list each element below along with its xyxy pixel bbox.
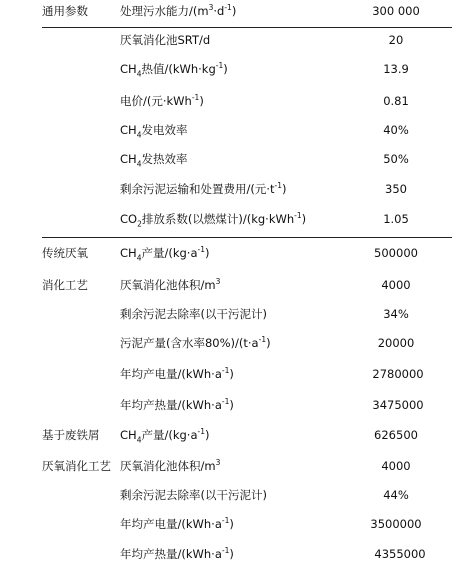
label-superscript: -1 [191,93,200,103]
label-text: 剩余污泥去除率(以干污泥计) [120,307,267,321]
parameter-label [120,517,234,531]
label-superscript: -1 [197,427,205,437]
parameter-value: 44% [383,488,409,502]
parameter-value: 20000 [377,336,415,350]
label-superscript: -1 [258,335,267,345]
label-superscript: -1 [294,211,302,221]
label-tail: ) [282,182,287,196]
label-subscript: 4 [136,159,142,169]
label-text: 年均产热量/(kWh·a [120,547,222,561]
label-prefix: CH [120,62,137,76]
parameter-value: 20 [388,33,404,47]
parameter-value: 0.81 [383,94,409,108]
parameter-label [120,367,234,381]
label-text-2: ·d [213,4,225,18]
label-text: 厌氧消化池体积/m [120,278,216,292]
label-tail: ) [266,336,271,350]
parameter-value: 4000 [381,459,411,473]
label-tail: ) [204,428,210,442]
label-text: 年均产热量/(kWh·a [120,398,222,412]
label-prefix: CO [120,212,138,226]
label-superscript: -1 [221,546,230,556]
label-superscript: -1 [221,397,230,407]
label-text: 剩余污泥去除率(以干污泥计) [120,488,267,502]
label-subscript: 4 [136,435,142,445]
label-text: 处理污水能力/(m [120,4,209,18]
label-tail: ) [204,246,210,260]
label-text: 污泥产量(含水率80%)/(t·a [120,336,259,350]
parameter-value: 350 [385,182,407,196]
parameter-value: 50% [383,152,409,166]
label-prefix: CH [120,246,137,260]
parameter-value: 4000 [381,278,411,292]
parameter-label [120,488,267,502]
parameter-label [120,152,188,169]
label-tail: ) [301,212,307,226]
label-subscript: 2 [137,219,142,229]
label-superscript: -1 [274,181,283,191]
label-text: 产量/(kg·a [141,428,198,442]
parameter-label [120,547,234,561]
parameter-label [120,123,188,140]
label-prefix: CH [120,152,137,166]
table-rule [42,27,452,28]
parameter-label [120,278,220,292]
label-subscript: 4 [136,69,142,79]
parameter-value: 1.05 [383,212,409,226]
label-text: 厌氧消化池SRT/d [120,33,211,47]
table-rule [42,237,452,238]
parameter-value: 3475000 [372,398,424,412]
parameter-value: 300 000 [372,4,420,18]
parameter-label [120,211,307,229]
label-text: 热值/(kWh·kg [141,62,216,76]
label-subscript: 4 [136,253,142,263]
section-category: 消化工艺 [42,278,88,292]
label-tail: ) [229,547,234,561]
label-text: 剩余污泥运输和处置费用/(元·t [120,182,275,196]
label-superscript: 3 [215,277,221,287]
label-superscript-2: -1 [224,3,232,13]
parameter-label [120,4,236,18]
label-tail: ) [229,517,234,531]
parameter-label [120,245,210,263]
parameter-label [120,307,267,321]
parameter-value: 2780000 [372,367,424,381]
parameter-label [120,427,210,445]
label-text: 发热效率 [141,152,188,166]
parameter-value: 4355000 [374,547,426,561]
parameter-value: 40% [383,123,409,137]
label-subscript: 4 [136,130,142,140]
label-prefix: CH [120,428,137,442]
label-tail: ) [229,398,234,412]
section-category: 传统厌氧 [42,246,88,260]
parameter-label [120,459,220,473]
parameter-value: 3500000 [370,517,422,531]
section-category: 基于废铁屑 [42,428,100,442]
label-text: 年均产电量/(kWh·a [120,517,222,531]
parameter-label [120,94,204,108]
parameter-label [120,182,287,196]
label-tail: ) [223,62,228,76]
label-superscript: -1 [215,61,224,71]
label-text: 电价/(元·kWh [120,94,192,108]
label-text: 产量/(kg·a [141,246,198,260]
parameter-value: 626500 [374,428,418,442]
parameter-value: 13.9 [383,62,409,76]
section-category: 通用参数 [42,4,88,18]
label-superscript: -1 [221,366,230,376]
label-prefix: CH [120,123,137,137]
parameter-label [120,398,234,412]
label-superscript: 3 [208,3,214,13]
parameter-value: 34% [383,307,409,321]
label-tail: ) [229,367,234,381]
label-superscript: -1 [221,516,230,526]
label-superscript: 3 [215,458,221,468]
label-text: 年均产电量/(kWh·a [120,367,222,381]
label-tail: ) [199,94,204,108]
label-tail: ) [231,4,237,18]
parameter-label [120,336,271,350]
label-text: 排放系数(以燃煤计)/(kg·kWh [141,212,295,226]
parameter-value: 500000 [374,246,418,260]
parameter-label [120,33,210,47]
parameter-label [120,61,228,79]
label-text: 发电效率 [141,123,188,137]
label-text: 厌氧消化池体积/m [120,459,216,473]
section-category: 厌氧消化工艺 [42,459,111,473]
label-superscript: -1 [197,245,205,255]
